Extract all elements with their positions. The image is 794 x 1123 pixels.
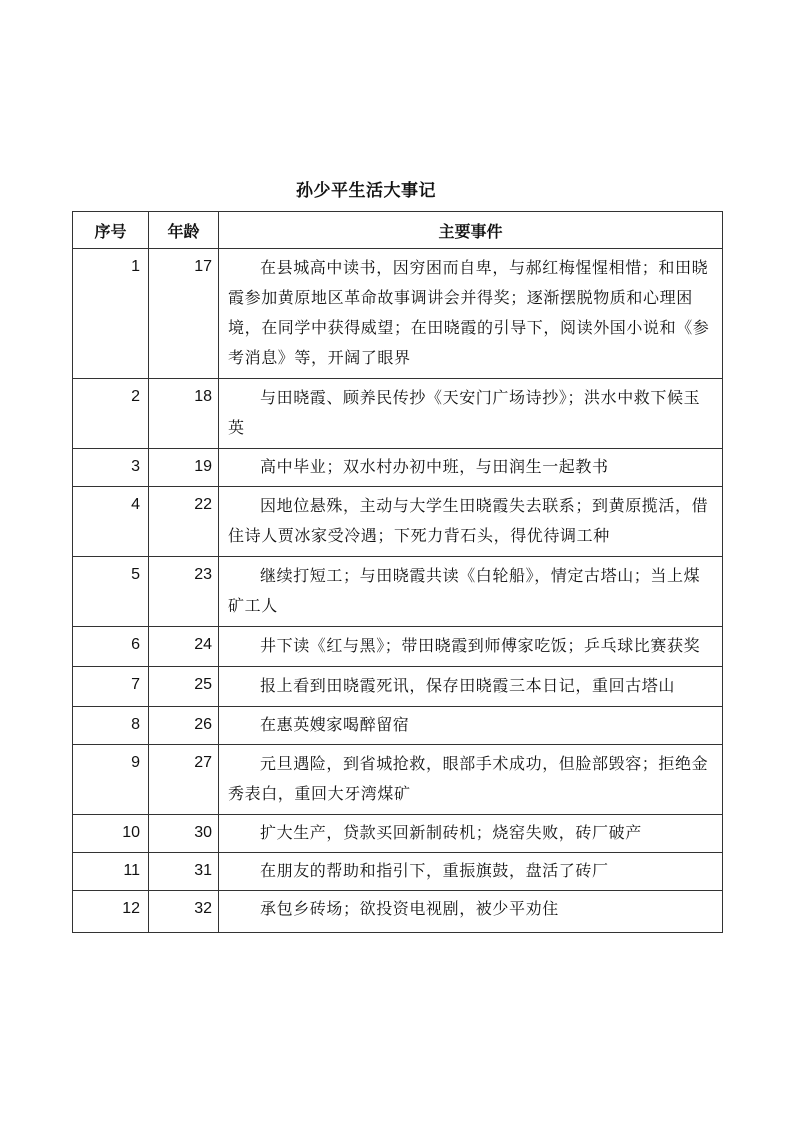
row-event: 在县城高中读书，因穷困而自卑，与郝红梅惺惺相惜；和田晓霞参加黄原地区革命故事调讲会并得奖；逐渐摆脱物质和心理困境，在同学中获得威望；在田晓霞的引导下，阅读外国小说和《参考消息》等，开阔了眼界 (219, 249, 723, 379)
table-row (73, 627, 723, 667)
row-event: 承包乡砖场；欲投资电视剧，被少平劝住 (219, 891, 723, 933)
row-index: 7 (73, 667, 149, 707)
row-event: 在朋友的帮助和指引下，重振旗鼓，盘活了砖厂 (219, 853, 723, 891)
row-index: 9 (73, 745, 149, 815)
column-header-event: 主要事件 (219, 212, 723, 249)
row-index: 12 (73, 891, 149, 933)
row-event: 与田晓霞、顾养民传抄《天安门广场诗抄》；洪水中救下候玉英 (219, 379, 723, 449)
row-age: 30 (149, 815, 219, 853)
row-index: 5 (73, 557, 149, 627)
row-age: 27 (149, 745, 219, 815)
row-event: 井下读《红与黑》；带田晓霞到师傅家吃饭；乒乓球比赛获奖 (219, 627, 723, 667)
row-index: 1 (73, 249, 149, 379)
table-row (73, 449, 723, 487)
events-table (72, 211, 723, 933)
table-header-row (73, 212, 723, 249)
row-index: 8 (73, 707, 149, 745)
table-row (73, 745, 723, 815)
row-index: 3 (73, 449, 149, 487)
table-row (73, 853, 723, 891)
row-age: 18 (149, 379, 219, 449)
row-index: 11 (73, 853, 149, 891)
row-age: 31 (149, 853, 219, 891)
row-event: 继续打短工；与田晓霞共读《白轮船》，情定古塔山；当上煤矿工人 (219, 557, 723, 627)
table-row (73, 249, 723, 379)
document-title: 孙少平生活大事记 (296, 181, 436, 201)
row-age: 23 (149, 557, 219, 627)
row-index: 6 (73, 627, 149, 667)
row-age: 25 (149, 667, 219, 707)
table-row (73, 815, 723, 853)
row-event: 在惠英嫂家喝醉留宿 (219, 707, 723, 745)
row-age: 22 (149, 487, 219, 557)
row-event: 报上看到田晓霞死讯，保存田晓霞三本日记，重回古塔山 (219, 667, 723, 707)
table-row (73, 891, 723, 933)
row-age: 17 (149, 249, 219, 379)
table-row (73, 707, 723, 745)
row-age: 26 (149, 707, 219, 745)
row-event: 高中毕业；双水村办初中班，与田润生一起教书 (219, 449, 723, 487)
column-header-index: 序号 (73, 212, 149, 249)
row-event: 元旦遇险，到省城抢救，眼部手术成功，但脸部毁容；拒绝金秀表白，重回大牙湾煤矿 (219, 745, 723, 815)
column-header-age: 年龄 (149, 212, 219, 249)
row-index: 2 (73, 379, 149, 449)
row-event: 因地位悬殊，主动与大学生田晓霞失去联系；到黄原揽活，借住诗人贾冰家受冷遇；下死力背石头，得优待调工种 (219, 487, 723, 557)
row-index: 10 (73, 815, 149, 853)
row-age: 24 (149, 627, 219, 667)
table-row (73, 667, 723, 707)
table-row (73, 557, 723, 627)
table-row (73, 379, 723, 449)
row-age: 19 (149, 449, 219, 487)
row-age: 32 (149, 891, 219, 933)
row-event: 扩大生产，贷款买回新制砖机；烧窑失败，砖厂破产 (219, 815, 723, 853)
row-index: 4 (73, 487, 149, 557)
table-row (73, 487, 723, 557)
